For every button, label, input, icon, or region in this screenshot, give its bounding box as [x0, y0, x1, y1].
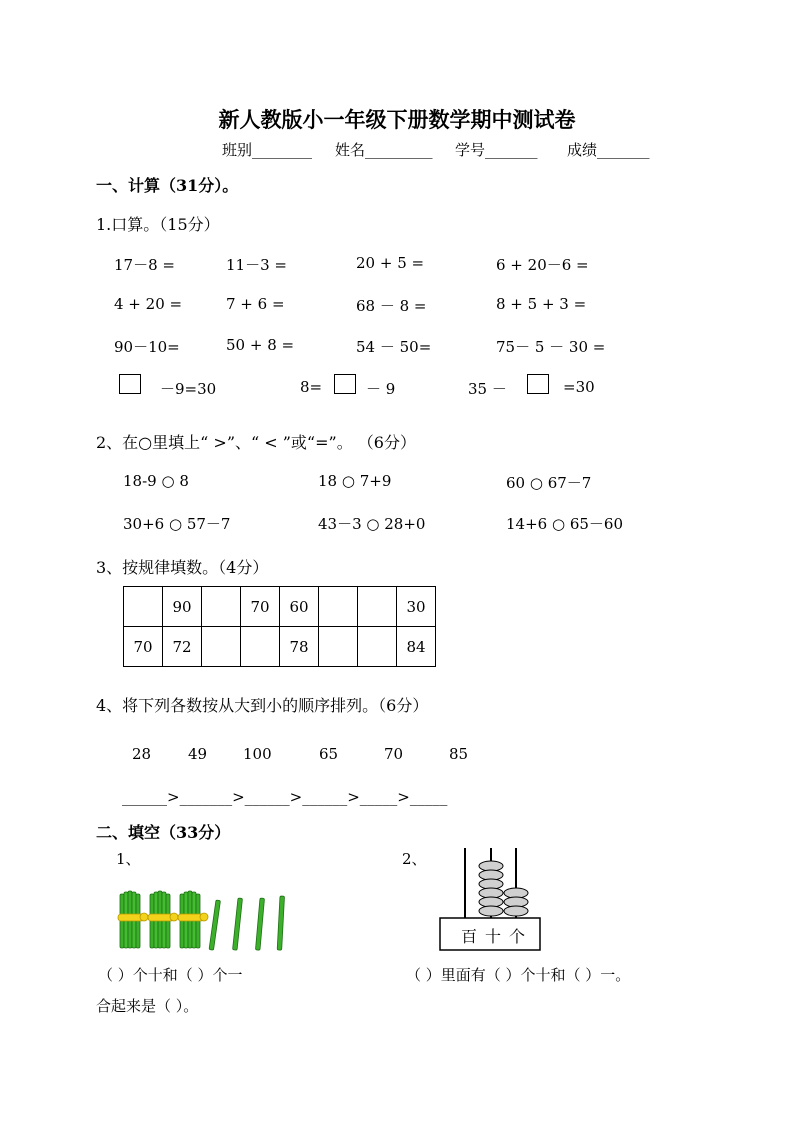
q4-number: 70 — [384, 745, 404, 763]
q2-item: 18-9 ○ 8 — [123, 472, 189, 490]
q1-fill-b-post: － 9 — [366, 380, 396, 398]
q4-heading: 4、将下列各数按从大到小的顺序排列。（6分） — [96, 696, 429, 715]
score-field: 成绩_______ — [567, 141, 650, 159]
q1-item: 17－8 = — [114, 256, 175, 274]
table-cell: 60 — [280, 587, 319, 627]
table-cell: 72 — [163, 627, 202, 667]
q1-item: 20 + 5 = — [356, 254, 425, 272]
q2-item: 60 ○ 67－7 — [506, 474, 592, 492]
q4-number: 85 — [449, 745, 469, 763]
table-cell: 84 — [397, 627, 436, 667]
q3-heading: 3、按规律填数。（4分） — [96, 558, 269, 577]
q4-answer-line[interactable]: ______>_______>______>______>_____>_____ — [122, 788, 448, 806]
sticks-bundle-image — [112, 888, 292, 952]
q4-number: 100 — [243, 745, 272, 763]
table-cell[interactable] — [202, 587, 241, 627]
abacus-label-tens: 十 — [485, 927, 502, 946]
table-cell[interactable] — [124, 587, 163, 627]
q1-fill-c-post: =30 — [563, 378, 595, 396]
section2-heading: 二、填空（33分） — [96, 823, 231, 842]
q1-item: 8 + 5 + 3 = — [496, 295, 587, 313]
table-cell: 70 — [241, 587, 280, 627]
q2-item: 18 ○ 7+9 — [318, 472, 392, 490]
abacus-label-ones: 个 — [509, 927, 526, 946]
q1-fill-b-pre: 8= — [300, 378, 323, 396]
q1-heading: 1.口算。（15分） — [96, 215, 220, 234]
q2-heading: 2、在○里填上“ >”、“ < ”或“=”。 （6分） — [96, 433, 416, 452]
s2-q1-label: 1、 — [116, 850, 141, 868]
s2-q1-text: （ ）个十和（ ）个一 — [98, 966, 243, 984]
q1-item: 50 + 8 = — [226, 336, 295, 354]
q2-item: 30+6 ○ 57－7 — [123, 515, 231, 533]
answer-box[interactable] — [334, 374, 356, 394]
s2-q1-text-2: 合起来是（ ）。 — [96, 997, 199, 1015]
sequence-table — [123, 586, 436, 667]
q2-item: 14+6 ○ 65－60 — [506, 515, 623, 533]
table-cell[interactable] — [358, 627, 397, 667]
table-cell[interactable] — [202, 627, 241, 667]
q2-item: 43－3 ○ 28+0 — [318, 515, 426, 533]
table-cell[interactable] — [319, 587, 358, 627]
answer-box[interactable] — [119, 374, 141, 394]
q1-item: 54 － 50= — [356, 338, 432, 356]
q4-number: 49 — [188, 745, 208, 763]
table-cell: 70 — [124, 627, 163, 667]
table-cell: 30 — [397, 587, 436, 627]
q1-item: 68 － 8 = — [356, 297, 427, 315]
q1-item: 75－ 5 － 30 = — [496, 338, 606, 356]
table-row — [124, 627, 436, 667]
q1-fill-c-pre: 35 － — [468, 380, 507, 398]
name-field: 姓名_________ — [335, 141, 433, 159]
abacus-label-hundreds: 百 — [461, 927, 478, 946]
table-cell[interactable] — [358, 587, 397, 627]
section1-heading: 一、计算（31分）。 — [96, 176, 239, 195]
student-id-field: 学号_______ — [455, 141, 538, 159]
table-cell[interactable] — [319, 627, 358, 667]
q1-item: 4 + 20 = — [114, 295, 183, 313]
q1-fill-a: －9=30 — [160, 380, 217, 398]
q4-number: 65 — [319, 745, 339, 763]
table-cell: 78 — [280, 627, 319, 667]
table-row — [124, 587, 436, 627]
table-cell[interactable] — [241, 627, 280, 667]
q1-item: 6 + 20－6 = — [496, 256, 589, 274]
q4-number: 28 — [132, 745, 152, 763]
s2-q2-text: （ ）里面有（ ）个十和（ ）一。 — [406, 966, 631, 984]
q1-item: 11－3 = — [226, 256, 287, 274]
answer-box[interactable] — [527, 374, 549, 394]
table-cell: 90 — [163, 587, 202, 627]
q1-item: 90－10= — [114, 338, 180, 356]
q1-item: 7 + 6 = — [226, 295, 285, 313]
s2-q2-label: 2、 — [402, 850, 427, 868]
class-field: 班别________ — [222, 141, 313, 159]
page-title: 新人教版小一年级下册数学期中测试卷 — [218, 107, 576, 132]
